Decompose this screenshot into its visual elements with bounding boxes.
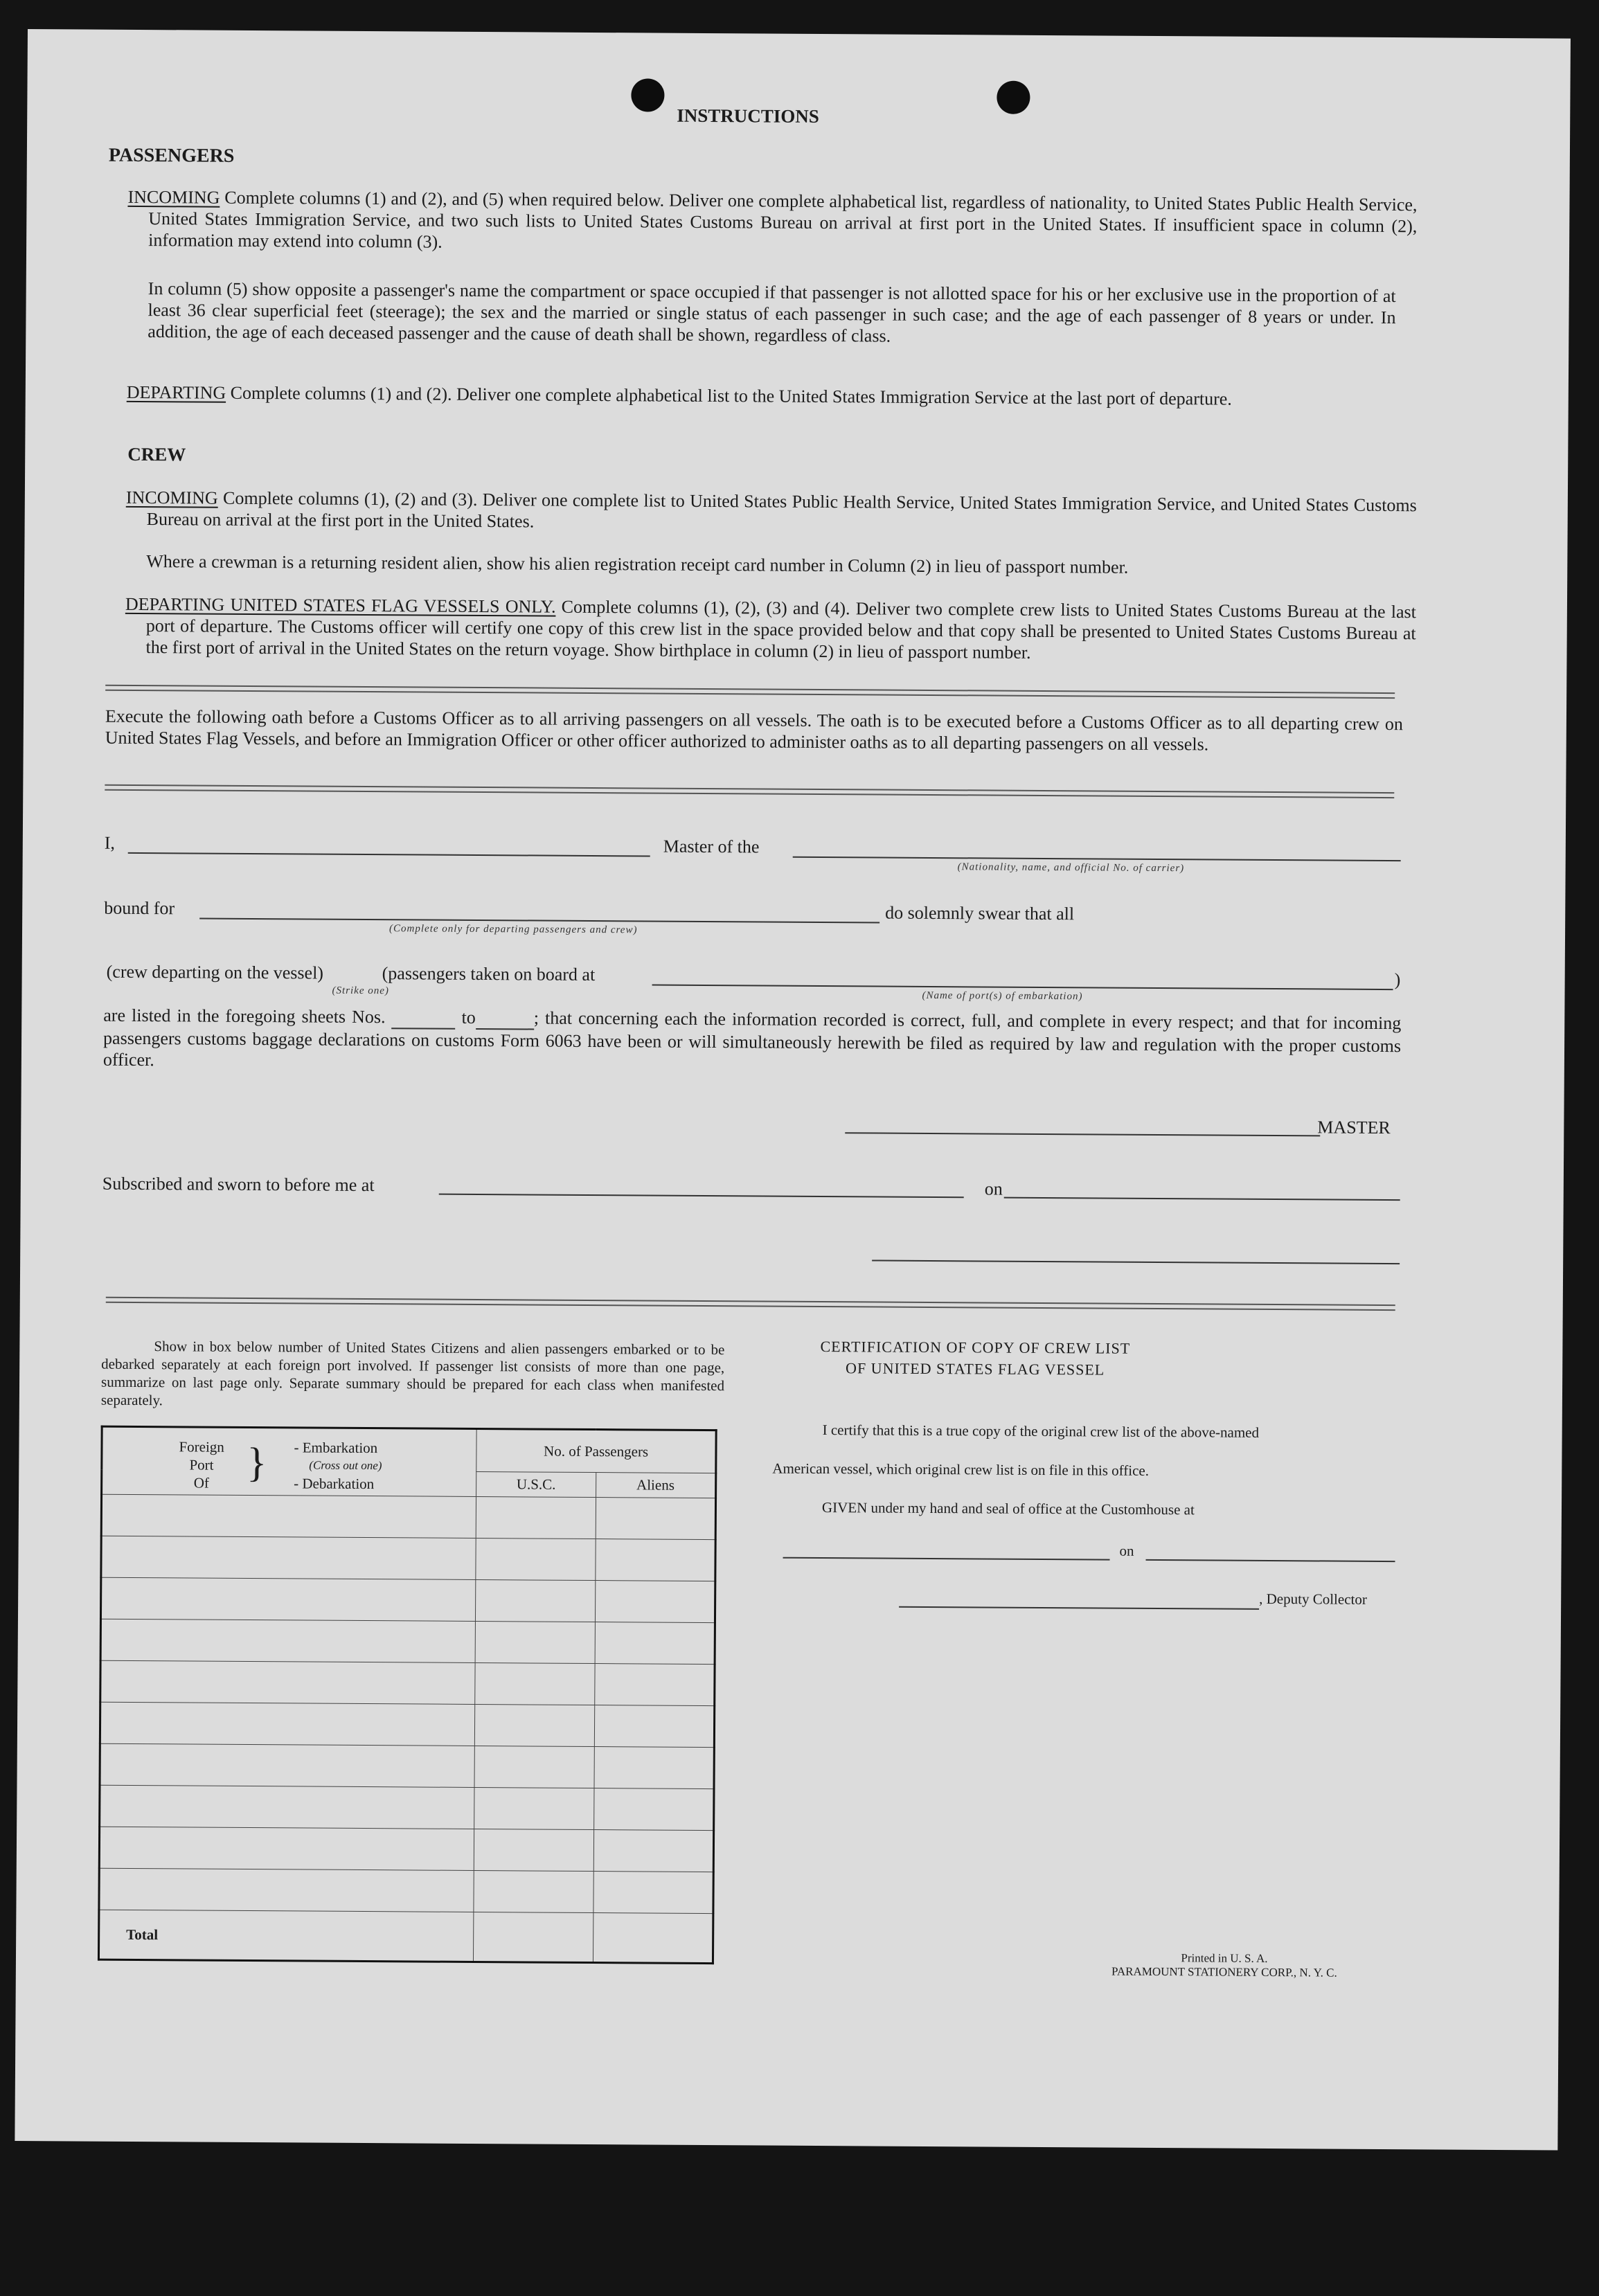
usc-cell[interactable] [474,1746,594,1788]
aliens-cell[interactable] [594,1747,715,1789]
embarkation-hint: (Name of port(s) of embarkation) [922,989,1083,1003]
form-page [15,29,1571,2151]
carrier-hint: (Nationality, name, and official No. of carrier) [957,861,1185,875]
strike-one-hint: (Strike one) [332,985,389,997]
flag-vessels-instruction: DEPARTING UNITED STATES FLAG VESSELS ONLY. Complete columns (1), (2), (3) and (4). Deliver two complete crew lists to United States Customs Bureau at the last port of departure. The Customs officer will certify one copy of this crew list in the space provided below and that copy shall be presented to United States Customs Bureau at the first port of arrival in the United States on the return voyage. Show birthplace in column (2) in lieu of passport number. [125,593,1416,663]
master-label: MASTER [1317,1117,1391,1138]
port-label-port: Port [189,1456,214,1473]
total-label: Total [98,1910,474,1962]
customhouse-field[interactable] [783,1557,1110,1561]
flag-vessels-label: DEPARTING UNITED STATES FLAG VESSELS ONLY. [125,593,556,617]
bound-for-field[interactable] [199,918,879,924]
passengers-taken-option[interactable]: (passengers taken on board at [382,963,596,985]
punch-hole [997,81,1030,114]
master-signature-field[interactable] [845,1132,1320,1136]
aliens-cell[interactable] [593,1830,714,1872]
certification-line-2: American vessel, which original crew list is on file in this office. [772,1460,1150,1479]
no-passengers-header: No. of Passengers [476,1428,716,1473]
incoming-label: INCOMING [127,186,220,208]
port-cell[interactable] [100,1785,475,1829]
embarkation-option[interactable]: - Embarkation [294,1439,378,1457]
column-5-instruction: In column (5) show opposite a passenger's name the compartment or space occupied if that passenger is not allotted space for his or her exclusive use in the proportion of at least 36 clear superficial feet (steerage); the sex and the married or single status of each passenger in such case; and the age of each passenger of 8 years or under. In addition, the age of each deceased passenger and the cause of death shall be shown, regardless of class. [148,278,1396,346]
oath-i-label: I, [104,832,116,853]
aliens-cell[interactable] [595,1581,715,1623]
port-cell[interactable] [100,1743,475,1787]
port-cell[interactable] [100,1660,476,1704]
aliens-cell[interactable] [594,1705,715,1748]
usc-cell[interactable] [475,1662,595,1705]
passengers-departing-instruction: DEPARTING Complete columns (1) and (2). Deliver one complete alphabetical list to the United States Immigration Service at the last port of departure. [126,382,1232,409]
bound-for-hint: (Complete only for departing passengers and crew) [389,923,638,936]
port-cell[interactable] [101,1536,476,1579]
aliens-cell[interactable] [593,1788,714,1831]
swear-text: do solemnly swear that all [885,902,1075,924]
usc-cell[interactable] [476,1496,596,1539]
port-label-of: Of [193,1474,210,1491]
certification-title: CERTIFICATION OF COPY OF CREW LIST OF UNITED STATES FLAG VESSEL [820,1338,1131,1379]
carrier-field[interactable] [793,856,1401,861]
sworn-on-label: on [984,1178,1003,1199]
bound-for-label: bound for [104,897,175,919]
usc-cell[interactable] [474,1829,594,1871]
subscribed-label: Subscribed and sworn to before me at [102,1173,375,1196]
aliens-cell[interactable] [595,1622,715,1665]
certification-line-1: I certify that this is a true copy of the original crew list of the above-named [822,1421,1260,1441]
aliens-cell[interactable] [596,1498,716,1540]
aliens-cell[interactable] [595,1539,715,1581]
aliens-cell[interactable] [594,1664,715,1706]
deputy-signature-field[interactable] [899,1606,1259,1610]
instructions-heading: INSTRUCTIONS [677,105,819,127]
crew-departing-option[interactable]: (crew departing on the vessel) [106,961,324,983]
cross-out-hint: (Cross out one) [309,1458,382,1473]
sworn-date-field[interactable] [1004,1197,1400,1201]
aliens-total-cell[interactable] [593,1913,713,1964]
usc-total-cell[interactable] [474,1912,593,1962]
punch-hole [631,78,664,111]
passengers-incoming-instruction: INCOMING Complete columns (1) and (2), and (5) when required below. Deliver one complete alphabetical list, regardless of nationality, to United States Public Health Service, United States Immigration Service, and two such lists to United States Customs Bureau on arrival at first port in the United States. If insufficient space in column (2), information may extend into column (3). [127,186,1418,252]
crew-incoming-instruction: INCOMING Complete columns (1), (2) and (3). Deliver one complete list to United States Public Health Service, United States Immigration Service, and United States Customs Bureau on arrival at the first port in the United States. [125,487,1417,532]
incoming-label: INCOMING [125,487,218,508]
officer-signature-field[interactable] [872,1259,1400,1264]
master-name-field[interactable] [128,852,650,857]
departing-label: DEPARTING [126,382,226,403]
master-of-the-label: Master of the [663,836,760,857]
summary-note: Show in box below number of United States Citizens and alien passengers embarked or to be debarked separately at each foreign port involved. If passenger list consists of more than one page, summarize on last page only. Separate summary should be prepared for each class when manifested separately. [100,1338,725,1409]
port-cell[interactable] [101,1494,476,1538]
double-rule [105,685,1395,699]
sheet-from-field[interactable] [391,1006,455,1030]
certification-on-label: on [1119,1542,1134,1559]
usc-cell[interactable] [474,1787,594,1829]
usc-cell[interactable] [474,1870,593,1912]
certification-date-field[interactable] [1146,1559,1395,1562]
port-header [102,1426,477,1496]
double-rule [105,784,1394,798]
deputy-collector-label: , Deputy Collector [1259,1590,1367,1608]
sworn-place-field[interactable] [439,1194,964,1199]
port-cell[interactable] [100,1619,476,1662]
brace-icon: } [247,1439,267,1486]
embarkation-port-field[interactable] [652,985,1393,991]
printer-imprint: Printed in U. S. A. PARAMOUNT STATIONERY CORP., N. Y. C. [1111,1951,1337,1980]
crew-title: CREW [127,443,186,465]
double-rule [106,1297,1395,1311]
port-cell[interactable] [99,1868,474,1912]
port-cell[interactable] [100,1702,475,1746]
usc-cell[interactable] [475,1621,595,1663]
port-cell[interactable] [100,1577,476,1621]
certification-line-3: GIVEN under my hand and seal of office at the Customhouse at [821,1499,1195,1518]
usc-header: U.S.C. [476,1471,596,1497]
usc-cell[interactable] [476,1538,596,1580]
resident-alien-instruction: Where a crewman is a returning resident alien, show his alien registration receipt card number in Column (2) in lieu of passport number. [146,551,1129,577]
sheet-to-field[interactable] [476,1007,534,1030]
close-paren: ) [1394,969,1401,990]
oath-listing-paragraph: are listed in the foregoing sheets Nos. to ; that concerning each the information recorded is correct, full, and complete in every respect; and that for incoming passengers customs baggage declarations on customs Form 6063 have been or will simultaneously herewith be filed as required by law and regulation with the proper customs officer. [102,1005,1402,1070]
port-label-foreign: Foreign [179,1438,224,1455]
usc-cell[interactable] [476,1579,596,1622]
usc-cell[interactable] [475,1704,595,1746]
oath-instruction: Execute the following oath before a Customs Officer as to all arriving passengers on all vessels. The oath is to be executed before a Customs Officer as to all departing crew on United States Flag Vessels, and before an Immigration Officer or other officer authorized to administer oaths as to all departing passengers on all vessels. [105,706,1403,755]
aliens-cell[interactable] [593,1872,714,1914]
passenger-summary-table [98,1426,717,1964]
aliens-header: Aliens [596,1473,716,1498]
port-cell[interactable] [99,1827,474,1870]
debarkation-option[interactable]: - Debarkation [294,1475,375,1493]
passengers-title: PASSENGERS [108,144,235,167]
